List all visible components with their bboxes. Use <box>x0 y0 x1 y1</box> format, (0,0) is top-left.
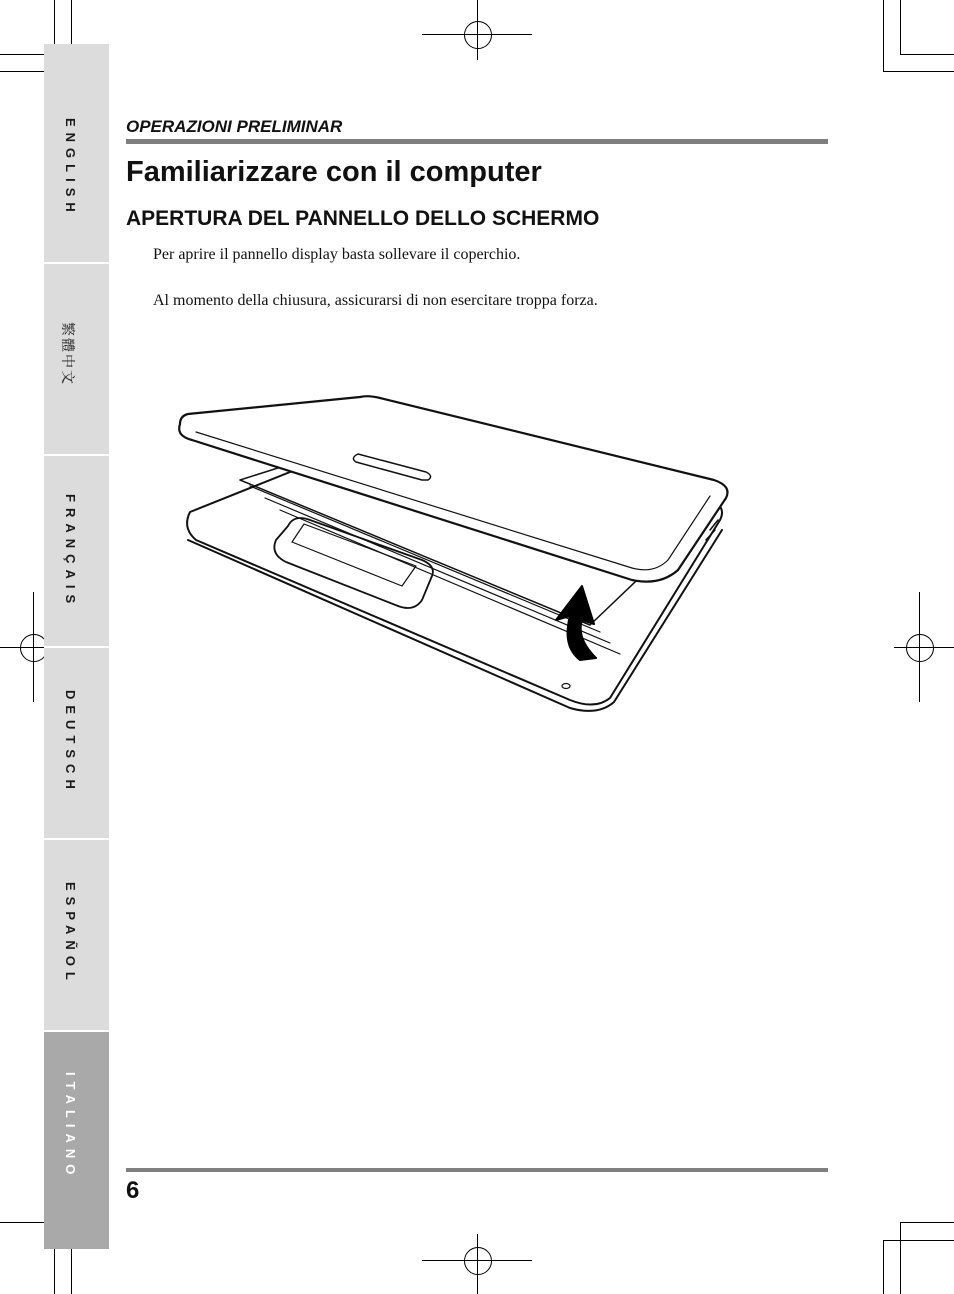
laptop-opening-illustration <box>170 380 740 720</box>
page-number: 6 <box>126 1177 140 1204</box>
crop-mark <box>900 0 901 55</box>
language-tab-spanish[interactable] <box>44 840 109 1032</box>
crop-mark <box>0 54 44 55</box>
page-title: Familiarizzare con il computer <box>126 156 542 188</box>
crop-mark <box>883 71 954 72</box>
registration-line <box>477 1234 478 1294</box>
registration-line <box>33 592 34 702</box>
registration-line <box>894 647 954 648</box>
language-tab-chinese[interactable] <box>44 264 109 456</box>
language-tab-label: FRANÇAIS <box>63 494 78 610</box>
registration-line <box>919 592 920 702</box>
paragraph: Al momento della chiusura, assicurarsi di non esercitare troppa forza. <box>153 292 598 309</box>
language-tab-italian[interactable] <box>44 1032 109 1249</box>
crop-mark <box>900 1222 954 1223</box>
registration-mark <box>906 634 934 662</box>
crop-mark <box>900 54 954 55</box>
language-tab-label: ESPAÑOL <box>63 882 78 986</box>
paragraph: Per aprire il pannello display basta sollevare il coperchio. <box>153 246 521 263</box>
language-tab-french[interactable] <box>44 456 109 648</box>
language-tab-label: 繁體中文 <box>59 322 75 386</box>
language-tab-label: ITALIANO <box>63 1072 78 1181</box>
section-subtitle: APERTURA DEL PANNELLO DELLO SCHERMO <box>126 207 600 230</box>
language-tab-label: DEUTSCH <box>63 690 78 795</box>
registration-mark <box>464 1247 492 1275</box>
crop-mark <box>883 1240 884 1294</box>
footer-rule <box>126 1168 828 1172</box>
crop-mark <box>883 1240 954 1241</box>
crop-mark <box>900 1222 901 1294</box>
language-tab-german[interactable] <box>44 648 109 840</box>
crop-mark <box>883 0 884 72</box>
registration-mark <box>464 21 492 49</box>
section-label: OPERAZIONI PRELIMINAR <box>126 117 343 136</box>
language-sidebar <box>44 44 109 1249</box>
language-tab-label: ENGLISH <box>63 118 78 218</box>
registration-line <box>477 0 478 60</box>
language-tab-english[interactable] <box>44 44 109 264</box>
crop-mark <box>54 0 55 44</box>
header-rule <box>126 139 828 144</box>
